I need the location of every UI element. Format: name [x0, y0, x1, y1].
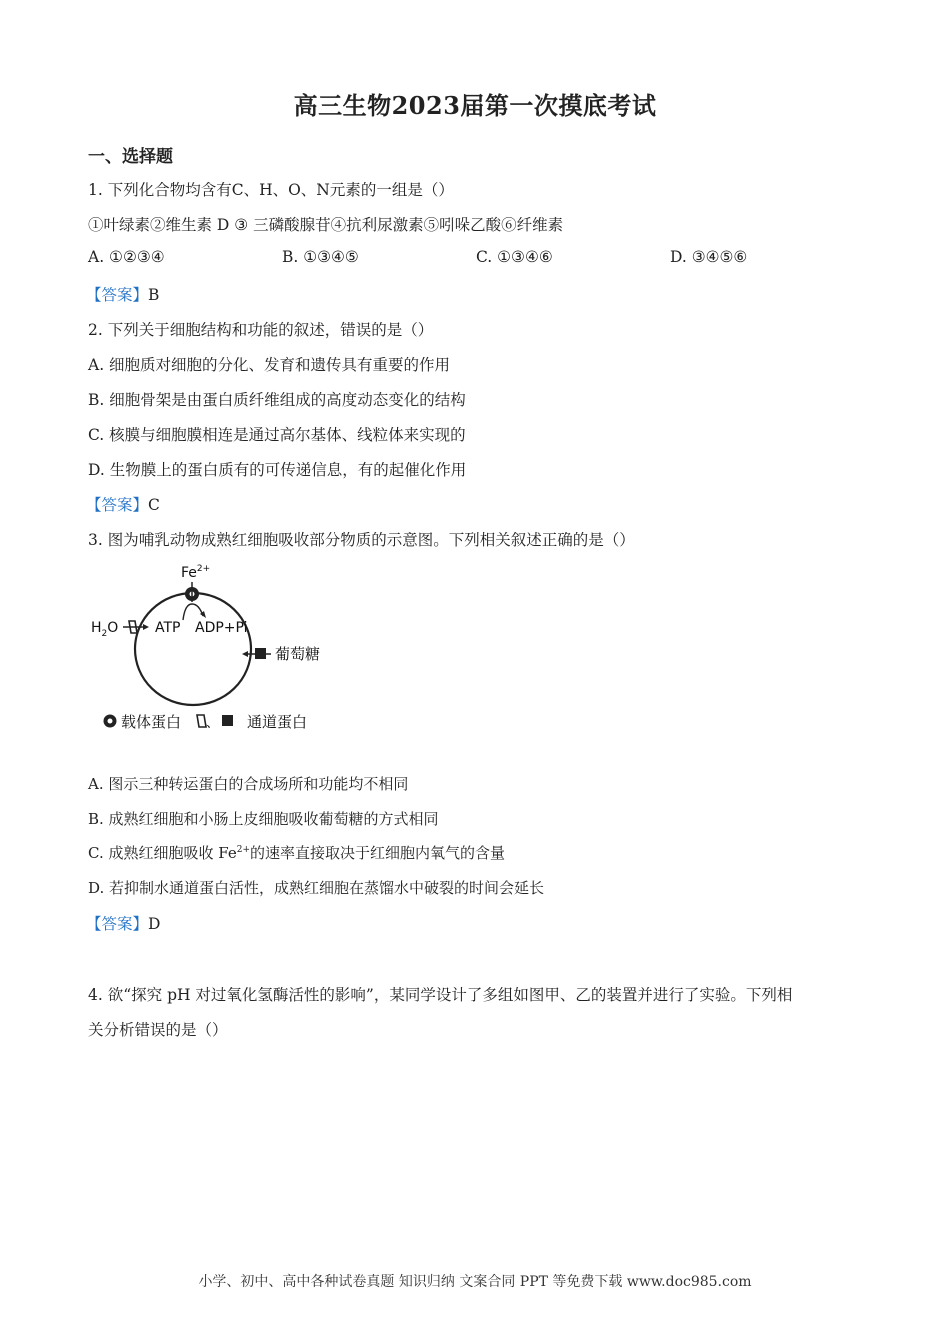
q1-answer [86, 283, 159, 305]
q4-stem-line1: 4. 欲“探究 pH 对过氧化氢酶活性的影响”，某同学设计了多组如图甲、乙的装置并进行了实验。下列相 [88, 986, 793, 1004]
section-heading: 一、选择题 [88, 147, 173, 167]
answer-value: D [148, 915, 161, 933]
q1-items: ①叶绿素②维生素 D ③ 三磷酸腺苷④抗利尿激素⑤吲哚乙酸⑥纤维素 [88, 216, 564, 234]
q1-option-c: C. ①③④⑥ [476, 248, 553, 266]
legend-carrier-label: 载体蛋白 [121, 713, 182, 731]
atp-arrow-icon [183, 604, 203, 620]
cell-membrane [135, 593, 251, 705]
q2-answer [86, 493, 160, 515]
legend-water-channel-icon [197, 715, 206, 727]
glucose-label: 葡萄糖 [275, 645, 321, 663]
q1-stem: 1. 下列化合物均含有C、H、O、N元素的一组是（） [88, 181, 454, 199]
q3-stem: 3. 图为哺乳动物成熟红细胞吸收部分物质的示意图。下列相关叙述正确的是（） [88, 531, 635, 549]
legend-glucose-channel-icon [222, 715, 233, 726]
page-title: 高三生物2023届第一次摸底考试 [293, 91, 657, 120]
q2-option-d: D. 生物膜上的蛋白质有的可传递信息，有的起催化作用 [88, 461, 467, 479]
answer-value: B [148, 286, 160, 304]
q3-answer [86, 912, 160, 934]
q1-option-a: A. ①②③④ [88, 248, 165, 266]
page-footer: 小学、初中、高中各种试卷真题 知识归纳 文案合同 PPT 等免费下载 www.doc985.com [198, 1274, 752, 1290]
answer-tag: 【答案】 [86, 915, 149, 933]
q3-option-c: C. 成熟红细胞吸收 $Fe^{2+}$的速率直接取决于红细胞内氧气的含量 [88, 844, 506, 862]
q3-option-b: B. 成熟红细胞和小肠上皮细胞吸收葡萄糖的方式相同 [88, 810, 439, 828]
q2-option-a: A. 细胞质对细胞的分化、发育和遗传具有重要的作用 [88, 356, 451, 374]
adp-label: ADP+Pi [195, 620, 248, 636]
q2-option-b: B. 细胞骨架是由蛋白质纤维组成的高度动态变化的结构 [88, 391, 466, 409]
q4-stem-line2: 关分析错误的是（） [88, 1021, 228, 1039]
red-blood-cell-diagram [85, 558, 345, 738]
answer-tag: 【答案】 [86, 496, 149, 514]
h2o-label: $H_2O$ [91, 620, 119, 639]
q1-option-b: B. ①③④⑤ [282, 248, 359, 266]
legend-channel-label: 通道蛋白 [247, 713, 308, 731]
q3-option-d: D. 若抑制水通道蛋白活性，成熟红细胞在蒸馏水中破裂的时间会延长 [88, 879, 545, 897]
fe-label: $Fe^{2+}$ [181, 564, 211, 581]
answer-value: C [148, 496, 160, 514]
q1-option-d: D. ③④⑤⑥ [670, 248, 748, 266]
answer-tag: 【答案】 [86, 286, 149, 304]
svg-text:、: 、 [206, 716, 220, 731]
atp-label: ATP [155, 620, 181, 636]
q2-option-c: C. 核膜与细胞膜相连是通过高尔基体、线粒体来实现的 [88, 426, 466, 444]
q3-option-a: A. 图示三种转运蛋白的合成场所和功能均不相同 [88, 775, 409, 793]
q2-stem: 2. 下列关于细胞结构和功能的叙述，错误的是（） [88, 321, 434, 339]
